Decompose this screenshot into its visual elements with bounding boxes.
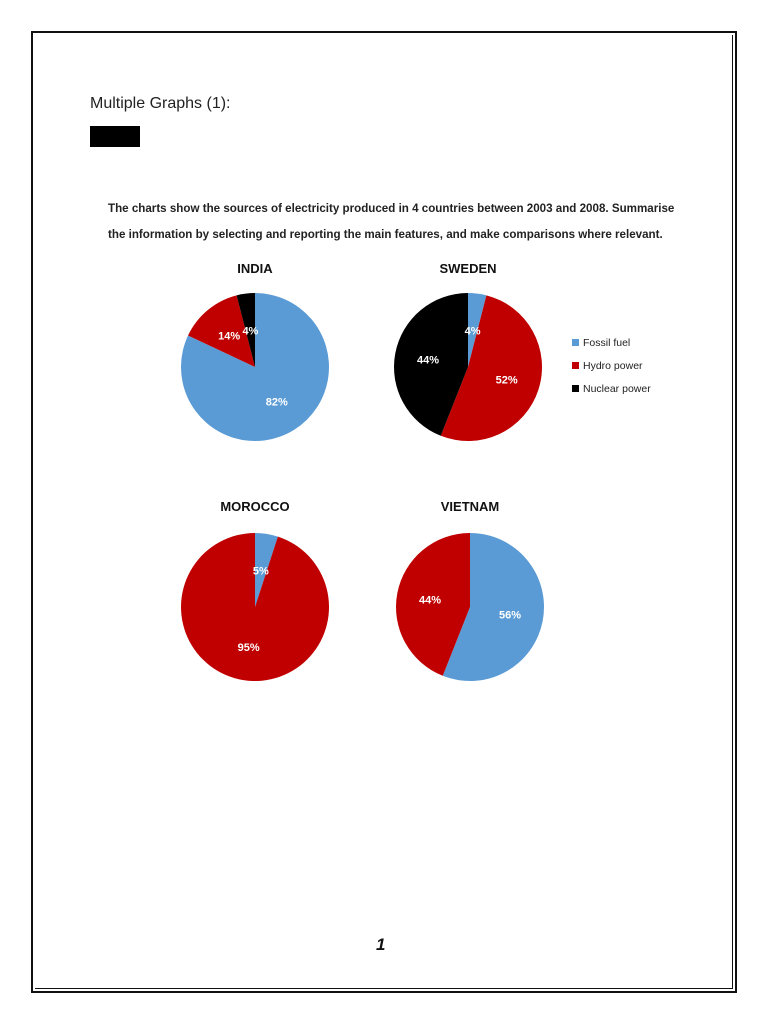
sweden-label-hydro-power: 52% [495,374,518,387]
sweden-pie-chart [394,261,542,441]
legend-swatch-fossil-fuel [572,339,579,346]
india-label-fossil-fuel: 82% [265,396,288,409]
task-prompt-line-1: The charts show the sources of electricity produced in 4 countries between 2003 and 2008. Summarise [108,202,675,215]
legend-label-nuclear-power: Nuclear power [583,383,651,395]
vietnam-label-fossil-fuel: 56% [498,609,522,622]
legend-label-hydro-power: Hydro power [583,360,643,372]
vietnam-label-hydro-power: 44% [418,594,442,607]
morocco-pie-chart [181,499,329,681]
page-number: 1 [376,935,386,954]
chart-legend [572,337,651,395]
morocco-chart-title: MOROCCO [220,499,290,514]
vietnam-chart-title: VIETNAM [440,499,500,514]
page-heading: Multiple Graphs (1): [90,95,231,112]
morocco-label-fossil-fuel: 5% [252,565,269,578]
sweden-label-nuclear-power: 44% [416,354,440,367]
task-prompt-line-2: the information by selecting and reporting the main features, and make comparisons where relevant. [108,228,663,241]
india-chart-title: INDIA [237,261,273,276]
india-label-nuclear-power: 4% [242,325,259,338]
legend-label-fossil-fuel: Fossil fuel [583,337,631,349]
morocco-label-hydro-power: 95% [237,642,260,655]
legend-swatch-hydro-power [572,362,579,369]
legend-swatch-nuclear-power [572,385,579,392]
sweden-label-fossil-fuel: 4% [464,325,481,338]
india-label-hydro-power: 14% [218,330,241,343]
sweden-chart-title: SWEDEN [439,261,497,276]
vietnam-pie-chart [396,499,544,681]
india-pie-chart [181,261,329,441]
